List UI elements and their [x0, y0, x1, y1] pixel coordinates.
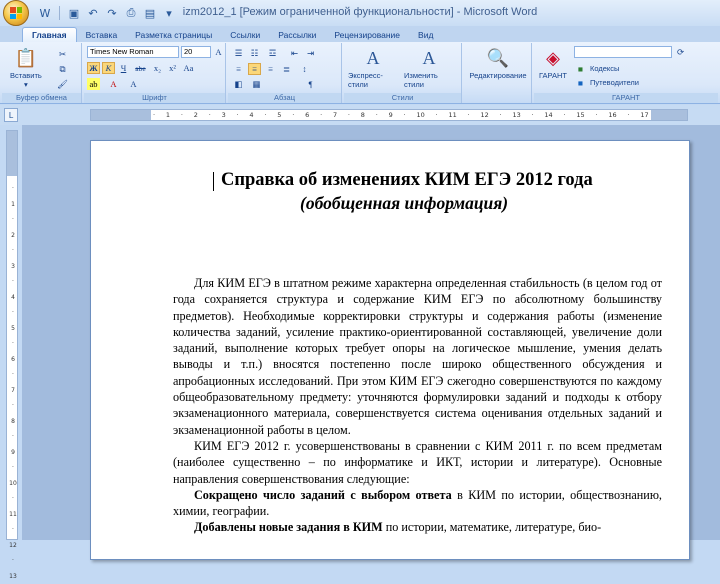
redo-icon[interactable]: ↷: [107, 6, 117, 20]
change-styles-button[interactable]: [404, 45, 454, 89]
highlight-button[interactable]: ab: [87, 78, 100, 90]
vruler-top-margin: [7, 131, 17, 176]
clipboard-group-label: Буфер обмена: [2, 93, 81, 103]
line-spacing-icon[interactable]: ↕: [302, 64, 307, 74]
bullets-icon[interactable]: ☰: [234, 47, 243, 58]
tab-page-layout[interactable]: Разметка страницы: [135, 30, 213, 40]
ruler-left-margin: [91, 110, 151, 120]
ribbon: [0, 42, 720, 104]
underline-button[interactable]: Ч: [120, 63, 127, 73]
express-styles-button[interactable]: [348, 45, 398, 89]
paragraph-group-label: Абзац: [228, 93, 341, 103]
document-area[interactable]: [22, 125, 720, 540]
tab-mailings[interactable]: Рассылки: [278, 30, 317, 40]
increase-indent-icon[interactable]: ⇥: [306, 47, 315, 58]
change-styles-label: Изменить стили: [404, 71, 438, 89]
document-subtitle: (обобщенная информация): [300, 193, 509, 213]
garant-button[interactable]: [536, 45, 570, 80]
justify-icon[interactable]: ≣: [282, 63, 291, 74]
horizontal-ruler[interactable]: [90, 109, 688, 121]
title-bar: [0, 0, 720, 26]
document-page[interactable]: [90, 140, 690, 560]
tab-home[interactable]: Главная: [22, 27, 77, 42]
font-size-field[interactable]: 20: [181, 46, 211, 58]
paragraph-3-bold: Сокращено число заданий с выбором ответа: [194, 487, 452, 502]
align-right-icon[interactable]: ≡: [268, 64, 273, 74]
paste-dropdown-icon: ▾: [24, 80, 28, 89]
putevoditeli-link[interactable]: Путеводители: [590, 78, 639, 87]
ruler-bar: [0, 105, 720, 125]
paragraph-1: Для КИМ ЕГЭ в штатном режиме характерна определенная стабильность (в целом год от года сохраняется структура и содержание КИМ ЕГЭ по абсолютному большинству предметов). Необходимые корректировки структуры и содержания работы (изменение количества заданий, усиление практико-ориентированной составляющей, увеличение доли заданий, выполнение которых требует опоры на логическое мышление, умения делать выводы и т.п.) вносятся постепенно после широко общественного обсуждения и апробационных исследований. При этом КИМ ЕГЭ сжегодно совершенствуются по каждому общеобразовательному предмету: уточняются формулировки заданий и подходы к отбору экзаменационного материала, совершенствуется система оценивания отдельных заданий и экзаменационной работы в целом.: [173, 276, 662, 437]
tab-review[interactable]: Рецензирование: [334, 30, 401, 40]
vruler-ticks: · 1 · 2 · 3 · 4 · 5 · 6 · 7 · 8 · 9 · 10 · 11 · 12 · 13: [9, 185, 17, 580]
ruler-right-margin: [651, 110, 687, 120]
font-group: [84, 43, 226, 103]
align-left-icon[interactable]: ≡: [236, 64, 241, 74]
tab-view[interactable]: Вид: [418, 30, 434, 40]
tab-insert[interactable]: Вставка: [85, 30, 118, 40]
show-marks-icon[interactable]: ¶: [308, 79, 313, 89]
binoculars-icon: 🔍: [486, 47, 510, 68]
garant-group: [534, 43, 718, 103]
kodeksy-icon[interactable]: ■: [577, 64, 584, 74]
kodeksy-link[interactable]: Кодексы: [590, 64, 620, 73]
paragraph-2: КИМ ЕГЭ 2012 г. усовершенствованы в сравнении с КИМ 2011 г. по всем предметам (наиболее существенно – по информатике и ИКТ, истории и литературе). Основные направления совершенствования следующие:: [173, 438, 662, 486]
express-styles-icon: A: [366, 47, 380, 68]
change-styles-icon: A: [422, 47, 436, 68]
garant-search-field[interactable]: [574, 46, 672, 58]
copy-icon[interactable]: ⧉: [59, 63, 66, 74]
decrease-indent-icon[interactable]: ⇤: [290, 47, 299, 58]
putevoditeli-icon[interactable]: ■: [577, 78, 584, 88]
document-title: Справка об изменениях КИМ ЕГЭ 2012 года: [221, 170, 593, 190]
editing-label: Редактирование: [469, 71, 527, 80]
grow-font-icon[interactable]: A: [215, 47, 222, 57]
text-cursor: [213, 172, 214, 191]
format-painter-icon[interactable]: 🖌: [57, 78, 68, 89]
font-name-field[interactable]: Times New Roman: [87, 46, 179, 58]
tab-references[interactable]: Ссылки: [230, 30, 261, 40]
borders-icon[interactable]: ▦: [252, 78, 261, 89]
tab-selector-button[interactable]: L: [4, 108, 18, 122]
garant-search-icon[interactable]: ⟳: [676, 46, 685, 57]
styles-group-label: Стили: [344, 93, 461, 103]
editing-group: [464, 43, 532, 103]
change-case-button[interactable]: Aa: [183, 63, 194, 73]
superscript-button[interactable]: x²: [169, 63, 176, 73]
paragraph-3-text: в КИМ по истории, обществознанию, химии, географии.: [173, 487, 662, 519]
window-title: izm2012_1 [Режим ограниченной функциональности] - Microsoft Word: [182, 6, 538, 18]
vertical-ruler[interactable]: [6, 130, 18, 580]
garant-logo-icon: ◈: [546, 47, 560, 68]
align-center-icon[interactable]: ≡: [248, 63, 261, 75]
font-color-button[interactable]: A: [110, 79, 117, 89]
bold-button[interactable]: Ж: [87, 62, 100, 74]
garant-group-label: ГАРАНТ: [534, 93, 718, 103]
document-body: [173, 275, 662, 536]
multilevel-list-icon[interactable]: ☲: [268, 47, 277, 58]
customize-qat-icon[interactable]: ▾: [166, 6, 172, 20]
paragraph-4-text: по истории, математике, литературе, био-: [382, 520, 602, 535]
paragraph-group: [228, 43, 342, 103]
print-icon[interactable]: ⎙: [126, 6, 136, 19]
clipboard-group: [2, 43, 82, 103]
express-styles-label: Экспресс-стили: [348, 71, 383, 89]
paste-button[interactable]: [10, 45, 42, 89]
new-document-icon[interactable]: ▤: [144, 6, 156, 20]
paragraph-3: [173, 487, 662, 520]
undo-icon[interactable]: ↶: [88, 6, 98, 20]
editing-button[interactable]: [466, 45, 530, 80]
save-icon[interactable]: ▣: [68, 6, 80, 20]
garant-label: ГАРАНТ: [538, 71, 568, 80]
paragraph-4-bold: Добавлены новые задания в КИМ: [194, 520, 383, 535]
ribbon-tabs: [0, 26, 720, 42]
ruler-ticks: · 1 · 2 · 3 · 4 · 5 · 6 · 7 · 8 · 9 · 10 · 11 · 12 · 13 · 14 · 15 · 16 · 17: [153, 111, 649, 119]
paste-icon: 📋: [14, 47, 38, 68]
numbering-icon[interactable]: ☷: [250, 47, 259, 58]
font-group-label: Шрифт: [84, 93, 225, 103]
strikethrough-button[interactable]: abe: [135, 63, 146, 73]
styles-group: [344, 43, 462, 103]
word-icon: W: [39, 6, 51, 20]
paste-label: Вставить: [10, 71, 42, 80]
shading-icon[interactable]: ◧: [234, 78, 243, 89]
paragraph-4: [173, 519, 662, 535]
shrink-font-icon[interactable]: A: [130, 79, 137, 89]
subscript-button[interactable]: x₂: [153, 63, 162, 73]
cut-icon[interactable]: ✂: [58, 48, 67, 59]
italic-button[interactable]: К: [102, 62, 115, 74]
